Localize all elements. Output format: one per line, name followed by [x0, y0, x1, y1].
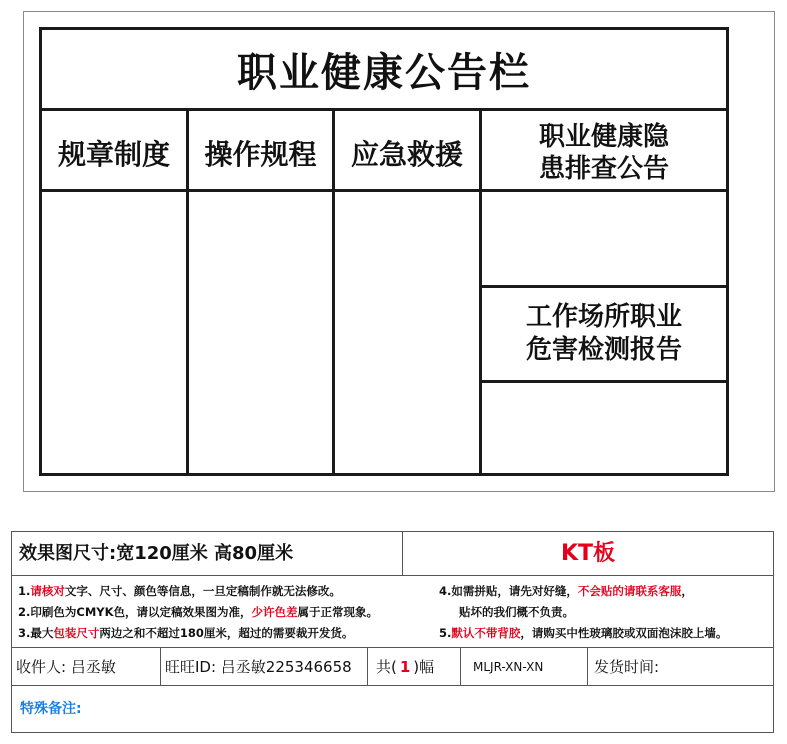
note-text: 两边之和不超过180厘米，超过的需要裁开发货。: [99, 626, 354, 640]
note-highlight: 少许色差: [251, 605, 298, 619]
note-5: [439, 626, 727, 640]
ship-time-field: 发货时间:: [594, 658, 660, 676]
note-2: [18, 605, 378, 619]
note-number: 1.: [18, 584, 31, 598]
size-row: [12, 532, 773, 576]
hazard-notice-line: 患排查公告: [538, 153, 669, 184]
notes-row: [12, 576, 773, 648]
count-number: 1: [399, 658, 411, 676]
note-text: 属于正常现象。: [297, 605, 378, 619]
wangwang-id-field: 旺旺ID: 吕丞敏225346658: [165, 658, 352, 676]
right-divider: [482, 380, 726, 383]
panel-count: [368, 648, 460, 686]
column-rules: 规章制度: [57, 137, 170, 171]
column-procedures: 操作规程: [204, 137, 317, 171]
board-title: 职业健康公告栏: [42, 30, 726, 111]
note-highlight: 请核对: [30, 584, 65, 598]
column-emergency: 应急救援: [350, 137, 463, 171]
note-3: [18, 626, 353, 640]
note-number: 4.: [439, 584, 452, 598]
column-hazard-notice: [482, 114, 726, 191]
note-4: [439, 584, 693, 598]
bulletin-board: [39, 27, 729, 476]
note-number: 5.: [439, 626, 452, 640]
detection-report-line: 工作场所职业: [525, 302, 682, 332]
note-text: ，请购买中性玻璃胶或双面泡沫胶上墙。: [520, 626, 728, 640]
special-remarks-label: 特殊备注:: [20, 701, 82, 717]
note-text: 如需拼贴，请先对好缝，: [451, 584, 578, 598]
detection-report-line: 危害检测报告: [525, 335, 682, 365]
hazard-notice-line: 职业健康隐: [538, 121, 669, 152]
order-info-panel: [11, 531, 774, 733]
remarks-row: [12, 686, 773, 732]
note-1: [18, 584, 341, 598]
size-text: 效果图尺寸:宽120厘米 高80厘米: [19, 543, 294, 564]
product-code: MLJR-XN-XN: [473, 660, 544, 674]
note-text: 文字、尺寸、颜色等信息，一旦定稿制作就无法修改。: [64, 584, 341, 598]
note-text: ，: [681, 584, 693, 598]
note-text: 印刷色为CMYK色，请以定稿效果图为准，: [30, 605, 252, 619]
note-4-continued: [459, 605, 574, 619]
section-detection-report: [482, 288, 726, 380]
note-number: 2.: [18, 605, 31, 619]
note-highlight: 默认不带背胶: [451, 626, 521, 640]
count-suffix: )幅: [413, 658, 435, 676]
note-highlight: 包装尺寸: [53, 626, 100, 640]
recipient-field: 收件人: 吕丞敏: [16, 658, 116, 676]
note-text: 贴坏的我们概不负责。: [459, 605, 574, 619]
note-highlight: 不会贴的请联系客服: [577, 584, 682, 598]
count-prefix: 共(: [376, 658, 397, 676]
material-label: KT板: [560, 541, 616, 566]
shipping-row: [12, 648, 773, 686]
note-number: 3.: [18, 626, 31, 640]
note-text: 最大: [30, 626, 54, 640]
